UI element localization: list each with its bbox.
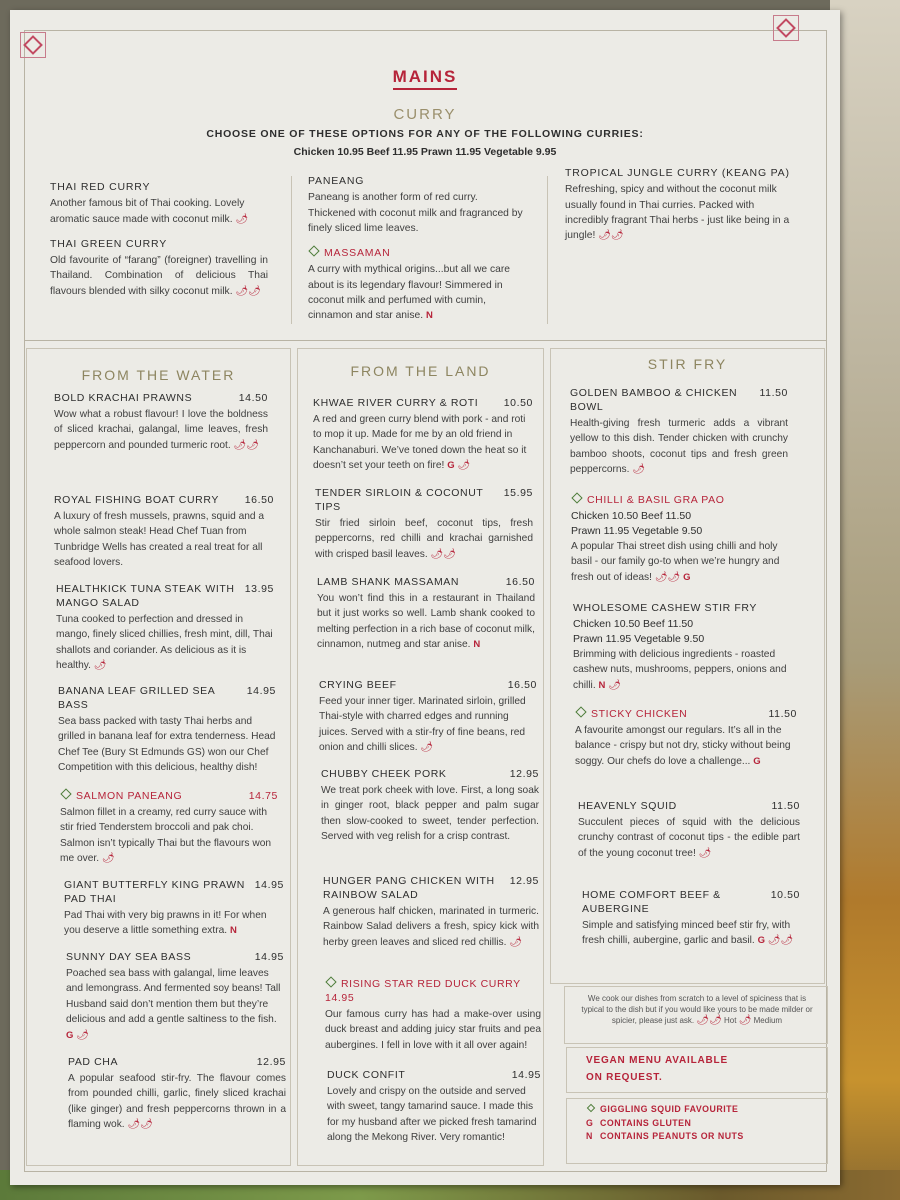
item-description: Pad Thai with very big prawns in it! For when you deserve a little something extra. N <box>64 910 267 937</box>
allergen-key: GIGGLING SQUID FAVOURITE G CONTAINS GLUTEN N CONTAINS PEANUTS OR NUTS <box>586 1104 744 1141</box>
item-price: 12.95 <box>509 875 539 887</box>
menu-item <box>54 493 274 571</box>
divider <box>547 176 548 324</box>
item-description: Another famous bit of Thai cooking. Lovely aromatic sauce made with coconut milk. 🌶︎ <box>50 198 249 225</box>
curry-item <box>50 237 268 299</box>
divider <box>291 176 292 324</box>
chilli-icon: 🌶︎🌶︎ <box>654 571 681 583</box>
item-price: 11.50 <box>759 387 788 399</box>
item-prices: Prawn 11.95 Vegetable 9.50 <box>573 633 705 645</box>
item-price: 16.50 <box>244 494 274 506</box>
gluten-marker: G <box>753 755 761 767</box>
item-description: A popular seafood stir-fry. The flavour comes from pounded chilli, garlic, finely sliced krachai (like ginger) and fresh peppercorns thrown in a flaming wok. 🌶︎🌶︎ <box>68 1073 286 1131</box>
menu-item <box>56 582 274 674</box>
menu-item <box>323 874 539 950</box>
item-price: 11.50 <box>771 800 800 812</box>
menu-item <box>315 486 533 562</box>
item-price: 14.95 <box>254 879 284 891</box>
item-name: HUNGER PANG CHICKEN WITH RAINBOW SALAD <box>323 875 495 901</box>
background-illustration <box>830 0 900 1200</box>
curry-item <box>565 166 795 243</box>
stirfry-section-title: STIR FRY <box>647 356 728 372</box>
item-prices: Chicken 10.50 Beef 11.50 <box>573 618 694 630</box>
menu-item <box>578 799 800 861</box>
item-name: STICKY CHICKEN <box>575 707 761 721</box>
curry-item <box>50 180 268 227</box>
chilli-icon: 🌶︎🌶︎ <box>767 935 794 947</box>
item-description: Succulent pieces of squid with the delicious crunchy contrast of coconut tips - the edible part of the young coconut tree! 🌶︎ <box>578 817 800 859</box>
diamond-favourite-icon <box>325 976 336 987</box>
item-price: 12.95 <box>509 768 539 780</box>
item-name: THAI RED CURRY <box>50 181 151 193</box>
item-name: MASSAMAN <box>308 246 526 261</box>
menu-item <box>64 878 284 939</box>
item-price: 10.50 <box>770 889 800 901</box>
nuts-marker: N <box>425 310 433 322</box>
item-description: Refreshing, spicy and without the coconut milk usually found in Thai curries. Packed with incredibly fragrant Thai herbs - just like being in a jungle! 🌶︎🌶︎ <box>565 184 790 242</box>
item-name: PAD CHA <box>68 1056 119 1068</box>
diamond-favourite-icon <box>60 788 71 799</box>
curry-item <box>308 174 526 236</box>
chilli-icon: 🌶︎ <box>698 847 712 859</box>
vegan-notice: VEGAN MENU AVAILABLE ON REQUEST. <box>586 1055 728 1083</box>
chilli-icon: 🌶︎ <box>632 464 646 476</box>
item-description: Tuna cooked to perfection and dressed in mango, finely sliced chillies, fresh mint, dill, Thai shallots and coriander. As delicious as it is healthy. 🌶︎ <box>56 614 273 672</box>
chilli-icon: 🌶︎ <box>101 853 115 865</box>
diamond-favourite-icon <box>587 1104 595 1112</box>
divider <box>24 340 827 341</box>
item-name: GIANT BUTTERFLY KING PRAWN PAD THAI <box>64 879 245 905</box>
chilli-icon: 🌶︎🌶︎ <box>598 230 624 242</box>
item-price: 14.75 <box>248 790 278 802</box>
menu-item <box>570 386 788 478</box>
item-name: HEAVENLY SQUID <box>578 800 677 812</box>
item-name: HEALTHKICK TUNA STEAK WITH MANGO SALAD <box>56 583 235 609</box>
menu-item <box>68 1055 286 1133</box>
curry-section-title: CURRY <box>393 106 457 123</box>
item-name: PANEANG <box>308 175 365 187</box>
item-name: CHUBBY CHEEK PORK <box>321 768 447 780</box>
item-price: 10.50 <box>503 397 533 409</box>
curry-intro: CHOOSE ONE OF THESE OPTIONS FOR ANY OF THE FOLLOWING CURRIES: <box>206 128 644 140</box>
menu-item <box>321 767 539 845</box>
item-description: Our famous curry has had a make-over using duck breast and adding juicy star fruits and pea aubergines. I fell in love with it all over again! <box>325 1009 541 1051</box>
chilli-icon: 🌶︎ <box>608 679 621 691</box>
corner-diamond-icon <box>773 15 799 41</box>
item-description: Wow what a robust flavour! I love the boldness of sliced krachai, galangal, lime leaves, fresh peppercorn and pounded turmeric root. 🌶︎🌶︎ <box>54 409 268 451</box>
item-name: TROPICAL JUNGLE CURRY (KEANG PA) <box>565 167 790 179</box>
item-name: HOME COMFORT BEEF & AUBERGINE <box>582 889 721 915</box>
item-name: CRYING BEEF <box>319 679 397 691</box>
chilli-icon: 🌶︎ <box>738 1015 752 1026</box>
item-description: Simple and satisfying minced beef stir fry, with fresh chilli, aubergine, garlic and basil. G 🌶︎🌶︎ <box>582 920 794 947</box>
item-price: 14.95 <box>511 1069 541 1081</box>
curry-item <box>308 246 526 323</box>
menu-item <box>66 950 284 1043</box>
menu-item <box>54 391 268 453</box>
gluten-marker: G <box>757 935 765 947</box>
menu-item <box>60 789 278 867</box>
item-name: LAMB SHANK MASSAMAN <box>317 576 460 588</box>
item-price: 16.50 <box>507 679 537 691</box>
item-description: Health-giving fresh turmeric adds a vibrant yellow to this dish. Tender chicken with crunchy bamboo shoots, coconut tips and fresh green peppercorns. 🌶︎ <box>570 418 788 476</box>
curry-column-left <box>50 180 268 309</box>
item-name: TENDER SIRLOIN & COCONUT TIPS <box>315 487 484 513</box>
item-description: A red and green curry blend with pork - and roti to mop it up. Made for me by an old friend in Kanchanaburi. We’ve toned down the heat so it doesn’t set your teeth on fire! G 🌶︎ <box>313 414 527 472</box>
chilli-icon: 🌶︎ <box>420 742 434 754</box>
item-description: A generous half chicken, marinated in turmeric. Rainbow Salad delivers a fresh, spicy kick with herby green leaves and sliced red chillis. 🌶︎ <box>323 906 539 948</box>
item-name: RISING STAR RED DUCK CURRY 14.95 <box>325 978 521 1004</box>
gluten-marker: G <box>683 571 691 583</box>
item-description: Lovely and crispy on the outside and served with sweet, tangy tamarind sauce. I made this for my husband after we picked fresh tamarind along the Mekong River. Very romantic! <box>327 1086 537 1144</box>
chilli-icon: 🌶︎ <box>76 1029 89 1041</box>
item-description: A luxury of fresh mussels, prawns, squid and a whole salmon steak! Head Chef Tuan from Tunbridge Wells has created a real treat for all seafood lovers. <box>54 511 265 569</box>
item-price: 12.95 <box>256 1056 286 1068</box>
item-name: ROYAL FISHING BOAT CURRY <box>54 494 219 506</box>
item-name: GOLDEN BAMBOO & CHICKEN BOWL <box>570 387 738 413</box>
menu-page <box>10 10 840 1185</box>
diamond-favourite-icon <box>308 246 319 257</box>
water-section-title: FROM THE WATER <box>81 367 236 383</box>
item-price: 14.50 <box>238 392 268 404</box>
menu-item <box>571 493 793 585</box>
land-section-title: FROM THE LAND <box>350 363 491 379</box>
item-name: DUCK CONFIT <box>327 1069 406 1081</box>
item-description: Feed your inner tiger. Marinated sirloin, grilled Thai-style with charred edges and running juices. Served with a stir-fry of fine beans, red onion and chilli slices. 🌶︎ <box>319 696 526 754</box>
gluten-marker: G <box>66 1029 74 1041</box>
menu-item <box>325 977 541 1053</box>
item-name: SALMON PANEANG <box>60 789 241 803</box>
item-name: CHILLI & BASIL GRA PAO <box>571 493 793 507</box>
nuts-marker: N <box>473 639 481 651</box>
diamond-favourite-icon <box>571 492 582 503</box>
item-description: Stir fried sirloin beef, coconut tips, fresh peppercorns, red chilli and krachai garnished with crisped basil leaves. 🌶︎🌶︎ <box>315 518 533 560</box>
item-description: Salmon fillet in a creamy, red curry sauce with stir fried Tenderstem broccoli and pak choi. Salmon isn’t typically Thai but the flavours won me over. 🌶︎ <box>60 807 272 865</box>
chilli-icon: 🌶︎ <box>457 460 471 472</box>
item-name: SUNNY DAY SEA BASS <box>66 951 192 963</box>
gluten-marker: G <box>447 460 455 472</box>
item-price: 14.95 <box>254 951 284 963</box>
item-prices: Prawn 11.95 Vegetable 9.50 <box>571 525 703 537</box>
spice-note: We cook our dishes from scratch to a level of spiciness that is typical to the dish but if you would like yours to be made milder or spicier, please just ask. 🌶︎🌶︎ Hot 🌶︎ Medium <box>581 994 813 1026</box>
item-price: 13.95 <box>244 583 274 595</box>
chilli-icon: 🌶︎🌶︎ <box>696 1015 722 1026</box>
item-description: Brimming with delicious ingredients - roasted cashew nuts, mushrooms, peppers, onions and chilli. N 🌶︎ <box>573 649 787 691</box>
chilli-icon: 🌶︎🌶︎ <box>127 1119 153 1131</box>
page-title: MAINS <box>10 67 840 87</box>
item-description: Poached sea bass with galangal, lime leaves and lemongrass. And fermented soy beans! Tall Husband said don’t mention them but they’re delicious and add a gentle saltiness to the fish. G 🌶︎ <box>66 968 281 1041</box>
chilli-icon: 🌶︎🌶︎ <box>233 439 259 451</box>
item-description: We treat pork cheek with love. First, a long soak in ginger root, black pepper and palm sugar then slow-cooked to sweet, tender perfection. Served with veg relish for a crisp contrast. <box>321 785 539 843</box>
menu-item <box>313 396 533 474</box>
chilli-icon: 🌶︎🌶︎ <box>235 285 261 297</box>
item-name: THAI GREEN CURRY <box>50 237 168 250</box>
nuts-marker: N <box>229 925 237 937</box>
item-description: A curry with mythical origins...but all we care about is its legendary flavour! Simmered in coconut milk and perfumed with cumin, cinnamon and star anise. N <box>308 264 511 322</box>
item-name: BANANA LEAF GRILLED SEA BASS <box>58 685 215 711</box>
chilli-icon: 🌶︎🌶︎ <box>430 548 456 560</box>
chilli-icon: 🌶︎ <box>235 213 249 225</box>
curry-column-middle <box>308 174 526 334</box>
menu-item <box>58 684 276 776</box>
diamond-favourite-icon <box>575 706 586 717</box>
nuts-marker: N <box>598 679 606 691</box>
chilli-icon: 🌶︎ <box>93 660 107 672</box>
menu-item <box>573 601 795 693</box>
item-description: You won’t find this in a restaurant in Thailand but it just works so well. Lamb shank cooked to melting perfection in a rich base of coconut milk, cinnamon, nutmeg and star anise. N <box>317 593 535 651</box>
curry-column-right <box>565 166 795 253</box>
curry-prices: Chicken 10.95 Beef 11.95 Prawn 11.95 Vegetable 9.95 <box>293 146 557 158</box>
item-name: BOLD KRACHAI PRAWNS <box>54 392 193 404</box>
item-name: KHWAE RIVER CURRY & ROTI <box>313 397 479 409</box>
menu-item <box>327 1068 541 1146</box>
item-prices: Chicken 10.50 Beef 11.50 <box>571 510 692 522</box>
item-name: WHOLESOME CASHEW STIR FRY <box>573 602 757 614</box>
item-description: Sea bass packed with tasty Thai herbs and grilled in banana leaf for extra tenderness. Head Chef Tee (Bury St Edmunds GS) won our Chef Competition with this delicious, healthy dish! <box>58 716 276 774</box>
menu-item <box>582 888 800 949</box>
chilli-icon: 🌶︎ <box>509 936 523 948</box>
item-price: 11.50 <box>768 708 797 720</box>
menu-item <box>575 707 797 769</box>
item-description: Paneang is another form of red curry. Thickened with coconut milk and fragranced by finely sliced lime leaves. <box>308 192 523 234</box>
corner-diamond-icon <box>20 32 46 58</box>
item-price: 14.95 <box>246 685 276 697</box>
item-description: Old favourite of “farang” (foreigner) travelling in Thailand. Combination of delicious Thai flavours blended with silky coconut milk. 🌶︎🌶︎ <box>50 255 268 297</box>
menu-item <box>317 575 535 653</box>
item-price: 15.95 <box>503 487 533 499</box>
item-description: A favourite amongst our regulars. It’s all in the balance - crispy but not dry, sticky without being soggy. Our chefs do love a challenge... G <box>575 725 791 767</box>
item-description: A popular Thai street dish using chilli and holy basil - our family go-to when we’re hungry and fresh out of ideas! 🌶︎🌶︎ G <box>571 541 780 583</box>
menu-item <box>319 678 537 756</box>
item-price: 16.50 <box>505 576 535 588</box>
